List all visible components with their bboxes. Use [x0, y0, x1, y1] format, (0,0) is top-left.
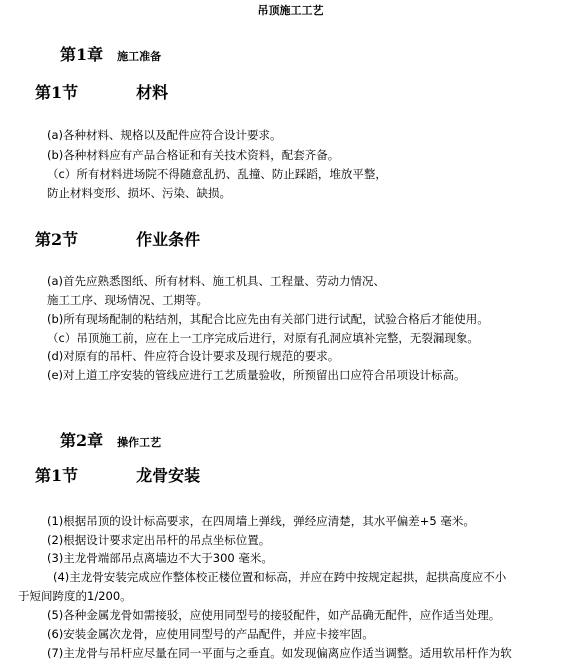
paragraph-line: (5)各种金属龙骨如需接驳，应使用同型号的接驳配件，如产品确无配件，应作适当处理。	[47, 608, 501, 622]
chapter-1-heading	[60, 42, 161, 65]
paragraph-line: 于短间跨度的1/200。	[18, 589, 132, 603]
section-1-1-heading	[35, 80, 168, 103]
chapter-2-number: 第2章	[60, 431, 104, 450]
paragraph-line: (b)各种材料应有产品合格证和有关技术资料，配套齐备。	[47, 148, 340, 162]
paragraph-line: (b)所有现场配制的粘结剂，其配合比应先由有关部门进行试配，试验合格后才能使用。	[47, 312, 489, 326]
paragraph-line: (d)对原有的吊杆、件应符合设计要求及现行规范的要求。	[47, 349, 340, 363]
paragraph-line: (e)对上道工序安装的管线应进行工艺质量验收，所预留出口应符合吊项设计标高。	[47, 368, 466, 382]
paragraph-line: (a)首先应熟悉图纸、所有材料、施工机具、工程量、劳动力情况、	[47, 274, 386, 288]
paragraph-line: （c）吊顶施工前，应在上一工序完成后进行，对原有孔洞应填补完整，无裂漏现象。	[47, 331, 479, 345]
paragraph-line: (6)安装金属次龙骨，应使用同型号的产品配件，并应卡接牢固。	[47, 627, 374, 641]
section-1-2-heading	[35, 227, 200, 250]
paragraph-line: (7)主龙骨与吊杆应尽量在同一平面与之垂直。如发现偏离应作适当调整。适用软吊杆作为软	[47, 646, 512, 660]
section-2-1-number: 第1节	[35, 466, 79, 485]
chapter-1-name: 施工准备	[117, 50, 162, 63]
section-2-1-name: 龙骨安装	[136, 466, 201, 485]
paragraph-line: (1)根据吊顶的设计标高要求，在四周墙上弹线，弹经应清楚，其水平偏差+5 毫米。	[47, 514, 475, 528]
chapter-1-number: 第1章	[60, 45, 104, 64]
paragraph-line: （c）所有材料进场院不得随意乱扔、乱撞、防止踩蹈，堆放平整，	[47, 167, 387, 181]
section-1-1-name: 材料	[136, 83, 169, 102]
paragraph-line: 防止材料变形、损坏、污染、缺损。	[47, 186, 231, 200]
paragraph-line: (2)根据设计要求定出吊杆的吊点坐标位置。	[47, 533, 271, 547]
section-1-2-name: 作业条件	[136, 230, 201, 249]
document-title: 吊顶施工工艺	[257, 4, 324, 17]
section-1-2-number: 第2节	[35, 230, 79, 249]
paragraph-line: 施工工序、现场情况、工期等。	[47, 293, 208, 307]
chapter-2-heading	[60, 428, 161, 451]
section-1-1-number: 第1节	[35, 83, 79, 102]
section-2-1-heading	[35, 463, 200, 486]
paragraph-line: (a)各种材料、规格以及配件应符合设计要求。	[47, 128, 282, 142]
chapter-2-name: 操作工艺	[117, 436, 162, 449]
paragraph-line: (3)主龙骨端部吊点离墙边不大于300 毫米。	[47, 551, 273, 565]
paragraph-line: (4)主龙骨安装完成应作整体校正楼位置和标高，并应在跨中按规定起拱，起拱高度应不小	[53, 570, 507, 584]
